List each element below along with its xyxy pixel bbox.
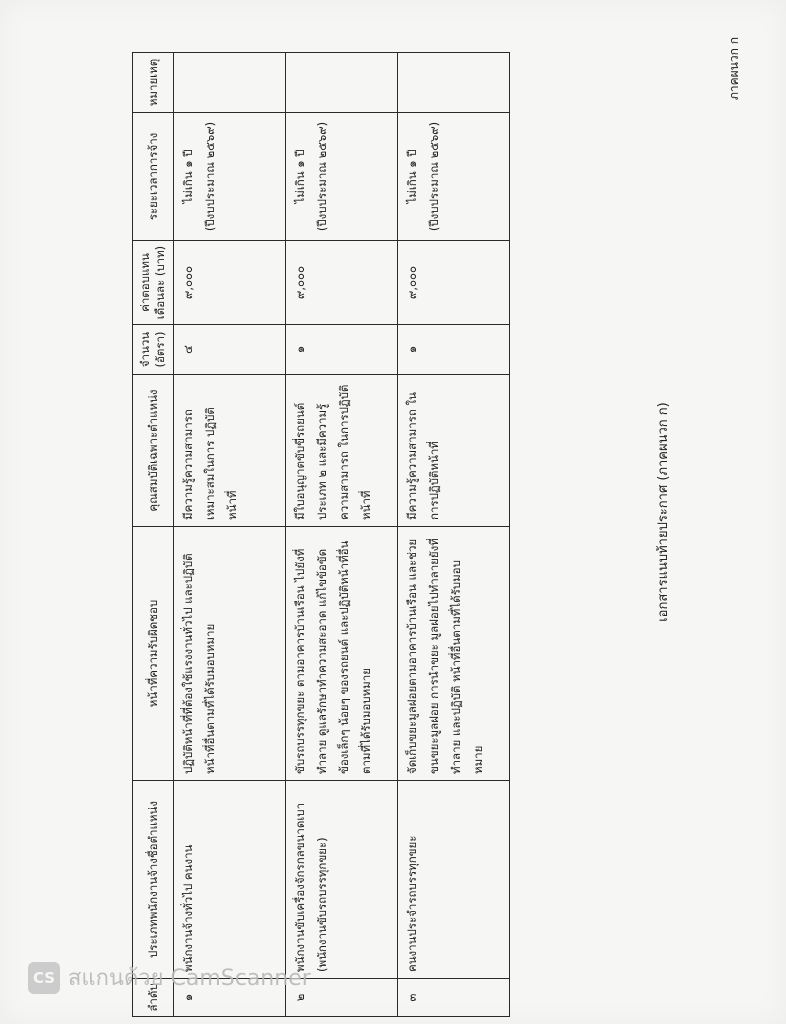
row-no: ๓ (398, 979, 510, 1017)
table-row (286, 53, 398, 1017)
row-duty: จัดเก็บขยะมูลฝอยตามอาคารบ้านเรือน และช่วยขนขยะมูลฝอย การนำขยะ มูลฝอยไปทำลายยังที่ทำลาย และปฏิบัติ หน้าที่อื่นตามที่ได้รับมอบหมาย (398, 527, 510, 781)
header-no: ลำดับ (133, 979, 174, 1017)
row-position: พนักงานจ้างทั่วไป คนงาน (174, 781, 286, 979)
row-position: คนงานประจำรถบรรทุกขยะ (398, 781, 510, 979)
row-qualification: มีความรู้ความสามารถ ในการปฏิบัติหน้าที่ (398, 375, 510, 527)
row-pay: ๙,๐๐๐ (286, 241, 398, 325)
row-note (398, 53, 510, 113)
row-period: ไม่เกิน ๑ ปี (ปีงบประมาณ ๒๕๖๙) (286, 113, 398, 241)
row-duty: ปฏิบัติหน้าที่ที่ต้องใช้แรงงานทั่วไป และปฏิบัติหน้าที่อื่นตามที่ได้รับมอบหมาย (174, 527, 286, 781)
row-note (174, 53, 286, 113)
header-period: ระยะเวลาการจ้าง (133, 113, 174, 241)
camscanner-text: สแกนด้วย CamScanner (68, 966, 311, 991)
row-count: ๑ (286, 325, 398, 375)
row-position: พนักงานขับเครื่องจักรกลขนาดเบา (พนักงานขับรถบรรทุกขยะ) (286, 781, 398, 979)
header-count: จำนวน (อัตรา) (133, 325, 174, 375)
camscanner-watermark (28, 960, 311, 995)
row-qualification: มีใบอนุญาตขับขี่รถยนต์ ประเภท ๒ และมีความรู้ความสามารถ ในการปฏิบัติหน้าที่ (286, 375, 398, 527)
header-note: หมายเหตุ (133, 53, 174, 113)
row-note (286, 53, 398, 113)
row-duty: ขับรถบรรทุกขยะ ตามอาคารบ้านเรือน ไปยังที่ทำลาย ดูแลรักษาทำความสะอาด แก้ไขข้อขัดข้องเล็กๆ น้อยๆ ของรถยนต์ และปฏิบัติหน้าที่อื่นตามที่ได้รับมอบหมาย (286, 527, 398, 781)
row-no: ๒ (286, 979, 398, 1017)
row-qualification: มีความรู้ความสามารถ เหมาะสมในการ ปฏิบัติหน้าที่ (174, 375, 286, 527)
row-count: ๑ (398, 325, 510, 375)
header-duty: หน้าที่ความรับผิดชอบ (133, 527, 174, 781)
row-period: ไม่เกิน ๑ ปี (ปีงบประมาณ ๒๕๖๙) (174, 113, 286, 241)
table-header-row (133, 53, 174, 1017)
annex-label: ภาคผนวก ก (727, 37, 741, 100)
header-qualification: คุณสมบัติเฉพาะตำแหน่ง (133, 375, 174, 527)
row-pay: ๙,๐๐๐ (398, 241, 510, 325)
table-row (174, 53, 286, 1017)
camscanner-logo-icon: CS (28, 962, 60, 994)
header-position: ประเภทพนักงานจ้างชื่อตำแหน่ง (133, 781, 174, 979)
row-pay: ๙,๐๐๐ (174, 241, 286, 325)
row-period: ไม่เกิน ๑ ปี (ปีงบประมาณ ๒๕๖๙) (398, 113, 510, 241)
header-pay: ค่าตอบแทน เดือนละ (บาท) (133, 241, 174, 325)
row-count: ๔ (174, 325, 286, 375)
table-row (398, 53, 510, 1017)
recruitment-table (132, 52, 510, 1017)
document-caption: เอกสารแนบท้ายประกาศ (ภาคผนวก ก) (656, 402, 671, 622)
row-no: ๑ (174, 979, 286, 1017)
